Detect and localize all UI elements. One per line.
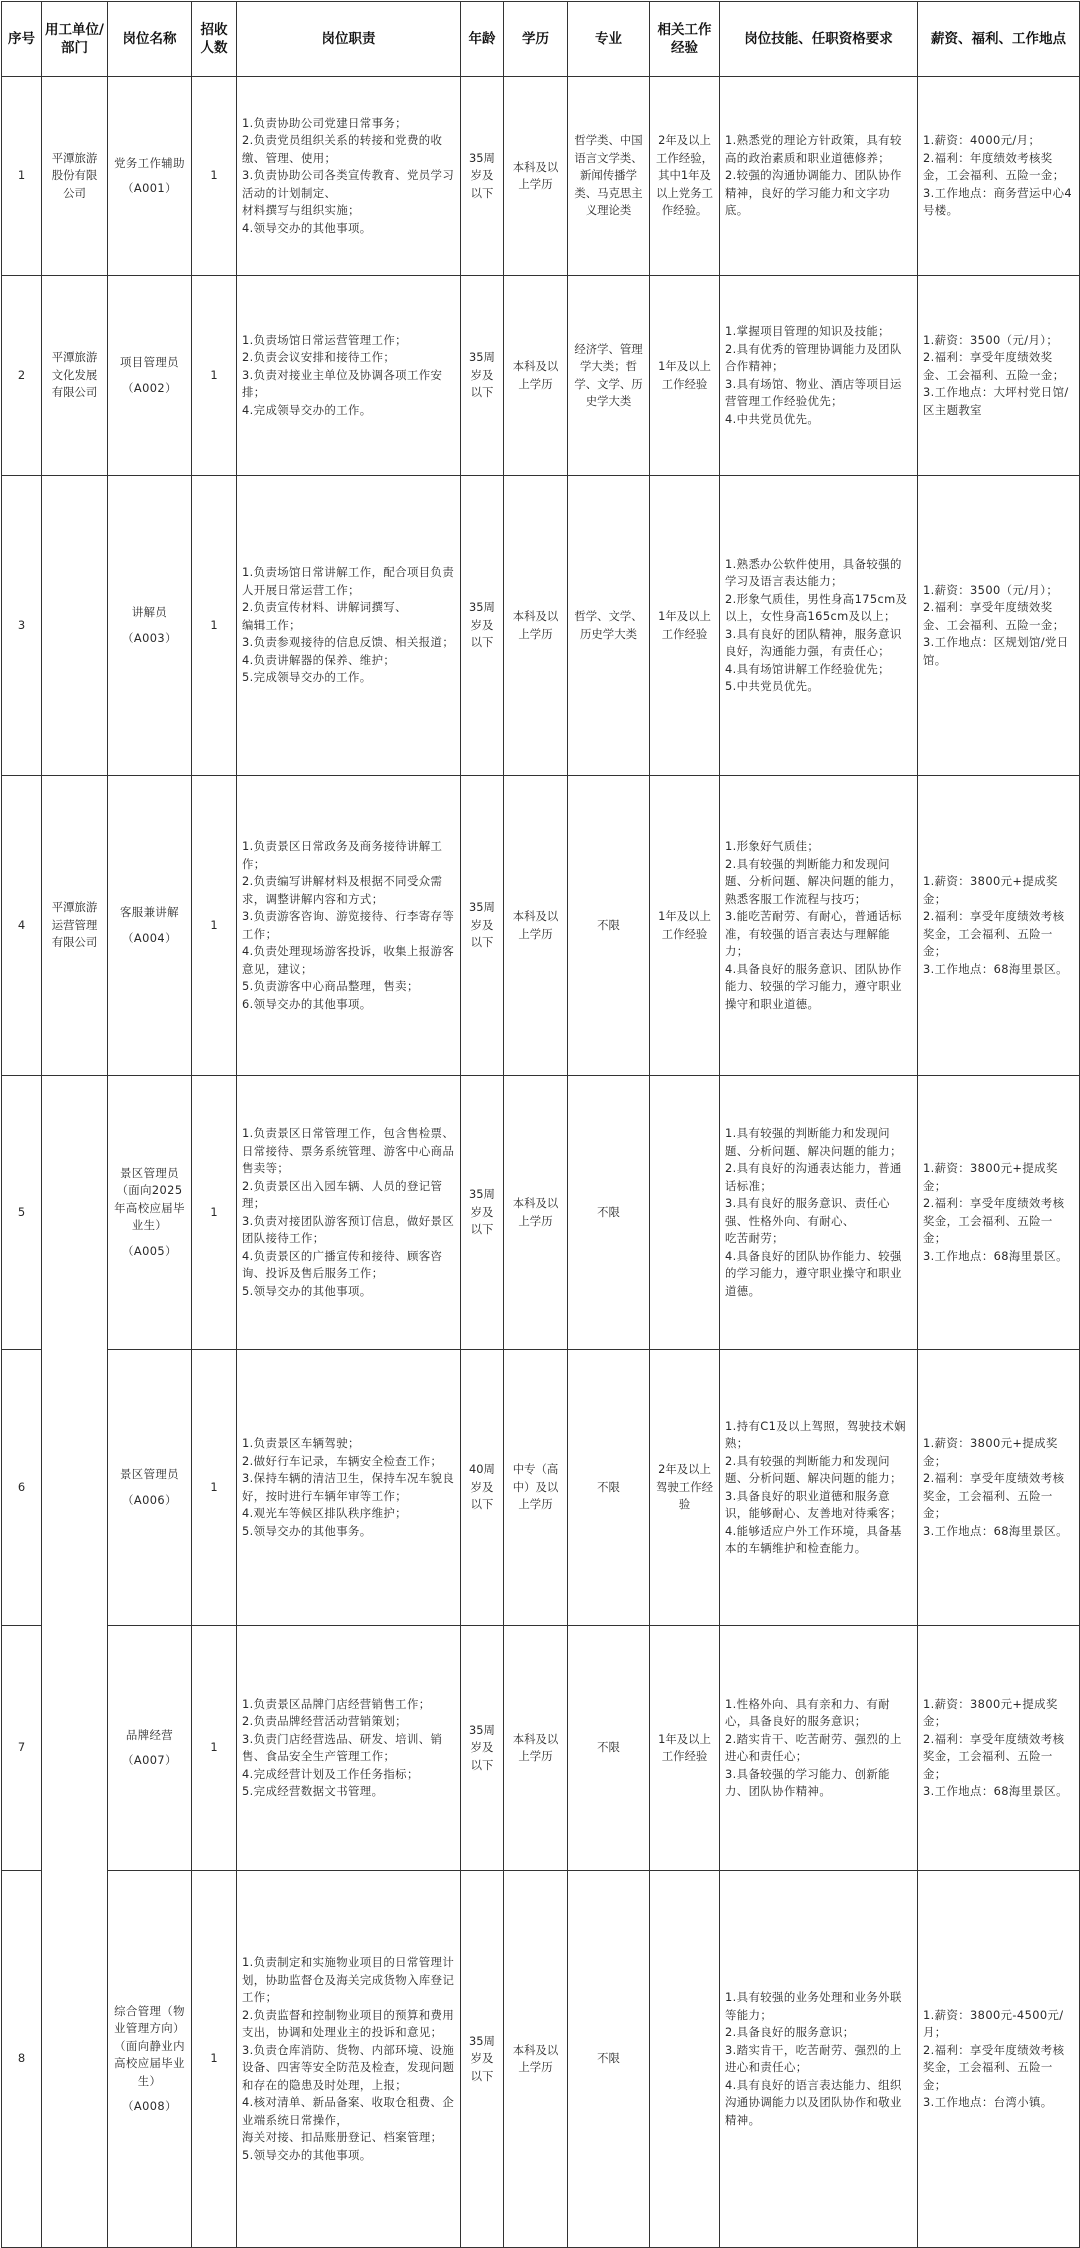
header-experience: 相关工作经验 bbox=[650, 2, 720, 77]
row-duty: 1.负责景区日常管理工作，包含售检票、日常接待、票务系统管理、游客中心商品售卖等； 2.负责景区出入园车辆、人员的登记管理； 3.负责对接团队游客预订信息，做好景区团队接待工作； 4.负责景区的广播宣传和接待、顾客咨询、投诉及售后服务工作； 5.领导交办的其他事项。 bbox=[237, 1076, 461, 1350]
header-duty: 岗位职责 bbox=[237, 2, 461, 77]
position-name: 景区管理员（面向2025年高校应届毕业生） bbox=[114, 1165, 185, 1233]
row-experience: 2年及以上驾驶工作经验 bbox=[650, 1350, 720, 1626]
row-experience: 1年及以上工作经验 bbox=[650, 476, 720, 776]
position-name: 综合管理（物业管理方向）（面向静业内高校应届毕业生） bbox=[114, 2003, 185, 2088]
row-seq: 7 bbox=[2, 1626, 42, 1871]
row-count: 1 bbox=[192, 1626, 237, 1871]
header-count: 招收人数 bbox=[192, 2, 237, 77]
header-age: 年龄 bbox=[461, 2, 504, 77]
row-requirements: 1.持有C1及以上驾照，驾驶技术娴熟； 2.具有较强的判断能力和发现问题、分析问题、解决问题的能力； 3.具备良好的职业道德和服务意识，能够耐心、友善地对待乘客； 4.能够适应户外工作环境，具备基本的车辆维护和检查能力。 bbox=[720, 1350, 918, 1626]
row-major: 不限 bbox=[568, 1076, 650, 1350]
position-code: （A001） bbox=[122, 181, 177, 195]
row-age: 35周岁及以下 bbox=[461, 1626, 504, 1871]
row-requirements: 1.性格外向、具有亲和力、有耐心，具备良好的服务意识； 2.踏实肯干、吃苦耐劳、强烈的上进心和责任心； 3.具备较强的学习能力、创新能力、团队协作精神。 bbox=[720, 1626, 918, 1871]
row-count: 1 bbox=[192, 776, 237, 1076]
position-code: （A002） bbox=[122, 380, 177, 395]
row-experience: 1年及以上工作经验 bbox=[650, 276, 720, 476]
row-unit: 平潭旅游文化发展有限公司 bbox=[42, 276, 108, 476]
row-duty: 1.负责景区品牌门店经营销售工作； 2.负责品牌经营活动营销策划； 3.负责门店经营选品、研发、培训、销售、食品安全生产管理工作； 4.完成经营计划及工作任务指标； 5.完成经营数据文书管理。 bbox=[237, 1626, 461, 1871]
row-requirements: 1.熟悉办公软件使用，具备较强的学习及语言表达能力； 2.形象气质佳，男性身高175cm及以上，女性身高165cm及以上； 3.具有良好的团队精神，服务意识良好，沟通能力强，有责任心； 4.具有场馆讲解工作经验优先； 5.中共党员优先。 bbox=[720, 476, 918, 776]
row-experience bbox=[650, 1076, 720, 1350]
row-duty: 1.负责景区日常政务及商务接待讲解工作； 2.负责编写讲解材料及根据不同受众需求，调整讲解内容和方式； 3.负责游客咨询、游览接待、行李寄存等工作； 4.负责处理现场游客投诉，收集上报游客意见，建议； 5.负责游客中心商品整理，售卖； 6.领导交办的其他事项。 bbox=[237, 776, 461, 1076]
row-education: 本科及以上学历 bbox=[504, 276, 568, 476]
position-code: （A005） bbox=[122, 1243, 177, 1258]
row-seq: 6 bbox=[2, 1350, 42, 1626]
row-salary: 1.薪资：3800元-4500元/月； 2.福利：享受年度绩效考核奖金，工会福利、五险一金； 3.工作地点：台湾小镇。 bbox=[918, 1871, 1080, 2248]
row-salary: 1.薪资：3500（元/月）； 2.福利：享受年度绩效奖金、工会福利、五险一金； 3.工作地点：区规划馆/党日馆。 bbox=[918, 476, 1080, 776]
row-requirements: 1.熟悉党的理论方针政策，具有较高的政治素质和职业道德修养； 2.较强的沟通协调能力、团队协作精神，良好的学习能力和文字功底。 bbox=[720, 77, 918, 276]
row-position bbox=[108, 1871, 192, 2248]
header-requirements: 岗位技能、任职资格要求 bbox=[720, 2, 918, 77]
row-unit bbox=[42, 1076, 108, 1350]
header-education: 学历 bbox=[504, 2, 568, 77]
table-row bbox=[2, 1076, 1080, 1350]
row-seq: 4 bbox=[2, 776, 42, 1076]
row-education: 本科及以上学历 bbox=[504, 1076, 568, 1350]
row-duty: 1.负责场馆日常讲解工作，配合项目负责人开展日常运营工作； 2.负责宣传材料、讲解词撰写、 编辑工作； 3.负责参观接待的信息反馈、相关报道； 4.负责讲解器的保养、维护； 5.完成领导交办的工作。 bbox=[237, 476, 461, 776]
row-salary: 1.薪资：4000元/月； 2.福利：年度绩效考核奖金，工会福利、五险一金； 3.工作地点：商务营运中心4号楼。 bbox=[918, 77, 1080, 276]
row-count: 1 bbox=[192, 1871, 237, 2248]
row-age: 35周岁及以下 bbox=[461, 276, 504, 476]
row-education: 本科及以上学历 bbox=[504, 77, 568, 276]
row-duty: 1.负责景区车辆驾驶； 2.做好行车记录，车辆安全检查工作； 3.保持车辆的清洁卫生，保持车况车貌良好，按时进行车辆年审等工作； 4.观光车等候区排队秩序维护； 5.领导交办的其他事务。 bbox=[237, 1350, 461, 1626]
row-education: 本科及以上学历 bbox=[504, 776, 568, 1076]
table-row bbox=[2, 476, 1080, 776]
table-row bbox=[2, 776, 1080, 1076]
row-duty: 1.负责协助公司党建日常事务； 2.负责党员组织关系的转接和党费的收缴、管理、使用； 3.负责协助公司各类宣传教育、党员学习活动的计划制定、 材料撰写与组织实施； 4.领导交办的其他事项。 bbox=[237, 77, 461, 276]
position-name: 品牌经营 bbox=[125, 1727, 174, 1742]
row-education: 本科及以上学历 bbox=[504, 1626, 568, 1871]
row-major: 经济学、管理学大类；哲学、文学、历史学大类 bbox=[568, 276, 650, 476]
row-unit bbox=[42, 1871, 108, 2248]
row-age: 40周岁及以下 bbox=[461, 1350, 504, 1626]
row-age: 35周岁及以下 bbox=[461, 1871, 504, 2248]
row-major: 不限 bbox=[568, 1350, 650, 1626]
row-position bbox=[108, 276, 192, 476]
position-name: 党务工作辅助 bbox=[114, 155, 185, 170]
row-position bbox=[108, 77, 192, 276]
row-position bbox=[108, 1076, 192, 1350]
row-seq: 2 bbox=[2, 276, 42, 476]
row-major: 不限 bbox=[568, 1626, 650, 1871]
row-salary: 1.薪资：3800元+提成奖金； 2.福利：享受年度绩效考核奖金，工会福利、五险一金； 3.工作地点：68海里景区。 bbox=[918, 1076, 1080, 1350]
position-code: （A008） bbox=[122, 2099, 177, 2113]
header-major: 专业 bbox=[568, 2, 650, 77]
row-age: 35周岁及以下 bbox=[461, 776, 504, 1076]
row-count: 1 bbox=[192, 276, 237, 476]
row-count: 1 bbox=[192, 1076, 237, 1350]
position-name: 景区管理员 bbox=[120, 1467, 179, 1481]
position-name: 客服兼讲解 bbox=[120, 905, 179, 919]
row-salary: 1.薪资：3800元+提成奖金； 2.福利：享受年度绩效考核奖金，工会福利、五险一金； 3.工作地点：68海里景区。 bbox=[918, 1626, 1080, 1871]
row-major: 不限 bbox=[568, 776, 650, 1076]
table-row bbox=[2, 77, 1080, 276]
header-position: 岗位名称 bbox=[108, 2, 192, 77]
position-name: 项目管理员 bbox=[120, 355, 179, 369]
row-unit: 平潭旅游运营管理有限公司 bbox=[42, 776, 108, 1076]
row-education: 本科及以上学历 bbox=[504, 476, 568, 776]
row-count: 1 bbox=[192, 1350, 237, 1626]
row-requirements: 1.具有较强的判断能力和发现问题、分析问题、解决问题的能力； 2.具有良好的沟通表达能力，普通话标准； 3.具有良好的服务意识、责任心强、性格外向、有耐心、 吃苦耐劳； 4.具备良好的团队协作能力、较强的学习能力，遵守职业操守和职业道德。 bbox=[720, 1076, 918, 1350]
row-position bbox=[108, 1350, 192, 1626]
row-seq: 8 bbox=[2, 1871, 42, 2248]
table-row bbox=[2, 1626, 1080, 1871]
row-unit bbox=[42, 1350, 108, 1626]
row-duty: 1.负责场馆日常运营管理工作； 2.负责会议安排和接待工作； 3.负责对接业主单位及协调各项工作安排； 4.完成领导交办的工作。 bbox=[237, 276, 461, 476]
table-row bbox=[2, 1350, 1080, 1626]
row-count: 1 bbox=[192, 77, 237, 276]
row-duty: 1.负责制定和实施物业项目的日常管理计划，协助监督仓及海关完成货物入库登记工作； 2.负责监督和控制物业项目的预算和费用支出，协调和处理业主的投诉和意见； 3.负责仓库消防、货物、内部环境、设施设备、四害等安全防范及检查，发现问题和存在的隐患及时处理，上报； 4.核对清单、新品备案、收取仓租费、企业端系统日常操作， 海关对接、扣品账册登记、档案管理； 5.领导交办的其他事项。 bbox=[237, 1871, 461, 2248]
position-code: （A006） bbox=[122, 1492, 177, 1507]
row-seq: 5 bbox=[2, 1076, 42, 1350]
row-requirements: 1.具有较强的业务处理和业务外联等能力； 2.具备良好的服务意识； 3.踏实肯干，吃苦耐劳、强烈的上进心和责任心； 4.具有良好的语言表达能力、组织沟通协调能力以及团队协作和敬业精神。 bbox=[720, 1871, 918, 2248]
row-salary: 1.薪资：3800元+提成奖金； 2.福利：享受年度绩效考核奖金，工会福利、五险一金； 3.工作地点：68海里景区。 bbox=[918, 1350, 1080, 1626]
header-salary: 薪资、福利、工作地点 bbox=[918, 2, 1080, 77]
row-seq: 3 bbox=[2, 476, 42, 776]
row-position bbox=[108, 776, 192, 1076]
row-position bbox=[108, 476, 192, 776]
header-unit: 用工单位/部门 bbox=[42, 2, 108, 77]
position-code: （A007） bbox=[122, 1753, 177, 1767]
row-major: 不限 bbox=[568, 1871, 650, 2248]
row-experience: 1年及以上工作经验 bbox=[650, 1626, 720, 1871]
row-seq: 1 bbox=[2, 77, 42, 276]
row-unit bbox=[42, 476, 108, 776]
row-salary: 1.薪资：3500（元/月）； 2.福利：享受年度绩效奖金、工会福利、五险一金； 3.工作地点：大坪村党日馆/区主题教室 bbox=[918, 276, 1080, 476]
table-row bbox=[2, 1871, 1080, 2248]
row-requirements: 1.形象好气质佳； 2.具有较强的判断能力和发现问题、分析问题、解决问题的能力，熟悉客服工作流程与技巧； 3.能吃苦耐劳、有耐心，普通话标准，有较强的语言表达与理解能力； 4.具备良好的服务意识、团队协作能力、较强的学习能力，遵守职业操守和职业道德。 bbox=[720, 776, 918, 1076]
header-seq: 序号 bbox=[2, 2, 42, 77]
row-education: 本科及以上学历 bbox=[504, 1871, 568, 2248]
row-major: 哲学、文学、历史学大类 bbox=[568, 476, 650, 776]
row-major: 哲学类、中国语言文学类、新闻传播学类、马克思主义理论类 bbox=[568, 77, 650, 276]
position-code: （A003） bbox=[122, 630, 177, 645]
row-unit: 平潭旅游股份有限公司 bbox=[42, 77, 108, 276]
row-salary: 1.薪资：3800元+提成奖金； 2.福利：享受年度绩效考核奖金，工会福利、五险一金； 3.工作地点：68海里景区。 bbox=[918, 776, 1080, 1076]
row-position bbox=[108, 1626, 192, 1871]
row-count: 1 bbox=[192, 476, 237, 776]
row-experience bbox=[650, 1871, 720, 2248]
row-education: 中专（高中）及以上学历 bbox=[504, 1350, 568, 1626]
row-age: 35周岁及以下 bbox=[461, 476, 504, 776]
position-name: 讲解员 bbox=[131, 605, 168, 619]
position-code: （A004） bbox=[122, 930, 177, 945]
row-experience: 1年及以上工作经验 bbox=[650, 776, 720, 1076]
row-unit bbox=[42, 1626, 108, 1871]
header-row bbox=[2, 2, 1080, 77]
job-table bbox=[1, 1, 1079, 2247]
row-experience: 2年及以上工作经验，其中1年及以上党务工作经验。 bbox=[650, 77, 720, 276]
row-age: 35周岁及以下 bbox=[461, 77, 504, 276]
row-requirements: 1.掌握项目管理的知识及技能； 2.具有优秀的管理协调能力及团队合作精神； 3.具有场馆、物业、酒店等项目运营管理工作经验优先； 4.中共党员优先。 bbox=[720, 276, 918, 476]
row-age: 35周岁及以下 bbox=[461, 1076, 504, 1350]
table-row bbox=[2, 276, 1080, 476]
